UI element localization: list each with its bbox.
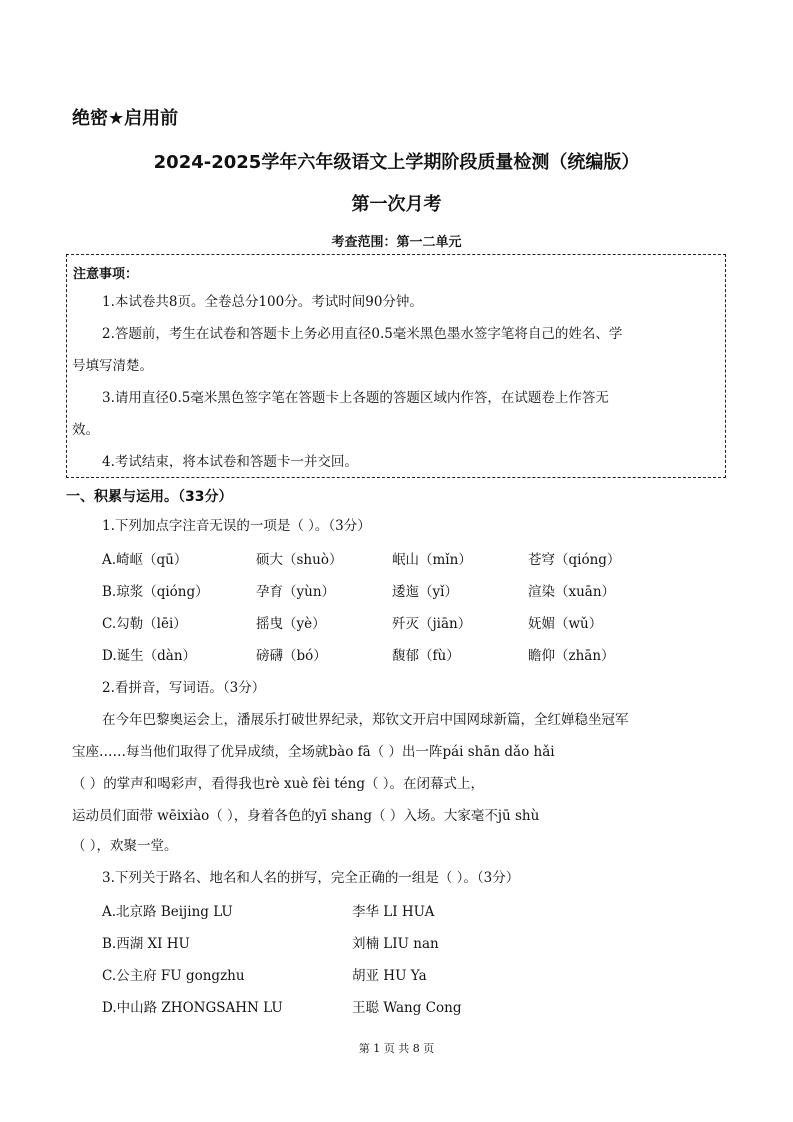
question-2-stem: 2.看拼音，写词语。（3分） bbox=[102, 680, 266, 696]
exam-scope: 考查范围：第一二单元 bbox=[331, 235, 462, 250]
question-3-stem: 3.下列关于路名、地名和人名的拼写，完全正确的一组是（ ）。（3分） bbox=[102, 870, 520, 886]
q1-option-c-2: 摇曳（yè） bbox=[256, 616, 326, 632]
q3-option-d-2: 王聪 Wang Cong bbox=[352, 1000, 462, 1016]
q3-option-c-1: C.公主府 FU gongzhu bbox=[102, 968, 245, 984]
notice-item-4: 4.考试结束，将本试卷和答题卡一并交回。 bbox=[102, 454, 358, 470]
notice-box bbox=[66, 254, 726, 478]
q2-passage-line-3: （ ）的掌声和喝彩声，看得我也rè xuè fèi téng（ ）。在闭幕式上， bbox=[72, 776, 484, 792]
q2-passage-line-2: 宝座……每当他们取得了优异成绩，全场就bào fā（ ）出一阵pái shān dǎo hǎi bbox=[72, 744, 555, 760]
q1-option-d-3: 馥郁（fù） bbox=[392, 648, 460, 664]
q1-option-c-1: C.勾勒（lēi） bbox=[102, 616, 187, 632]
q1-option-b-1: B.琼浆（qióng） bbox=[102, 584, 209, 600]
notice-item-3: 3.请用直径0.5毫米黑色签字笔在答题卡上各题的答题区域内作答，在试题卷上作答无 bbox=[102, 390, 609, 406]
secret-label: 绝密★启用前 bbox=[72, 108, 179, 129]
q1-option-a-4: 苍穹（qióng） bbox=[528, 552, 621, 568]
q1-option-c-3: 歼灭（jiān） bbox=[392, 616, 472, 632]
q1-option-a-2: 硕大（shuò） bbox=[256, 552, 343, 568]
q1-option-c-4: 妩媚（wǔ） bbox=[528, 616, 603, 632]
notice-item-2: 2.答题前，考生在试卷和答题卡上务必用直径0.5毫米黑色墨水签字笔将自己的姓名、学 bbox=[102, 326, 623, 342]
notice-item-1: 1.本试卷共8页。全卷总分100分。考试时间90分钟。 bbox=[102, 294, 423, 310]
q1-option-d-2: 磅礴（bó） bbox=[256, 648, 327, 664]
q1-option-d-1: D.诞生（dàn） bbox=[102, 648, 197, 664]
q1-option-d-4: 瞻仰（zhān） bbox=[528, 648, 615, 664]
notice-item-2-cont: 号填写清楚。 bbox=[72, 358, 153, 374]
q3-option-c-2: 胡亚 HU Ya bbox=[352, 968, 427, 984]
q1-option-b-4: 渲染（xuān） bbox=[528, 584, 616, 600]
q1-option-b-2: 孕育（yùn） bbox=[256, 584, 336, 600]
q2-passage-line-1: 在今年巴黎奥运会上，潘展乐打破世界纪录，郑钦文开启中国网球新篇，全红婵稳坐冠军 bbox=[102, 712, 629, 728]
exam-title: 2024-2025学年六年级语文上学期阶段质量检测（统编版） bbox=[153, 152, 640, 173]
q2-passage-line-4: 运动员们面带 wēixiào（ ），身着各色的yī shang（ ）入场。大家毫不jū shù bbox=[72, 808, 540, 824]
question-1-stem: 1.下列加点字注音无误的一项是（ ）。（3分） bbox=[102, 518, 371, 534]
q3-option-a-2: 李华 LI HUA bbox=[352, 904, 435, 920]
notice-heading: 注意事项： bbox=[73, 267, 139, 282]
q1-option-a-1: A.崎岖（qū） bbox=[102, 552, 188, 568]
q1-option-a-3: 岷山（mǐn） bbox=[392, 552, 472, 568]
q3-option-b-1: B.西湖 XI HU bbox=[102, 936, 190, 952]
notice-item-3-cont: 效。 bbox=[72, 422, 99, 438]
q3-option-b-2: 刘楠 LIU nan bbox=[352, 936, 439, 952]
exam-subtitle: 第一次月考 bbox=[351, 194, 442, 215]
q2-passage-line-5: （ ），欢聚一堂。 bbox=[72, 838, 178, 854]
q3-option-a-1: A.北京路 Beijing LU bbox=[102, 904, 233, 920]
q3-option-d-1: D.中山路 ZHONGSAHN LU bbox=[102, 1000, 283, 1016]
section-heading: 一、积累与运用。（33分） bbox=[66, 489, 233, 505]
q1-option-b-3: 逶迤（yǐ） bbox=[392, 584, 458, 600]
page-footer: 第 1 页 共 8 页 bbox=[358, 1042, 435, 1055]
